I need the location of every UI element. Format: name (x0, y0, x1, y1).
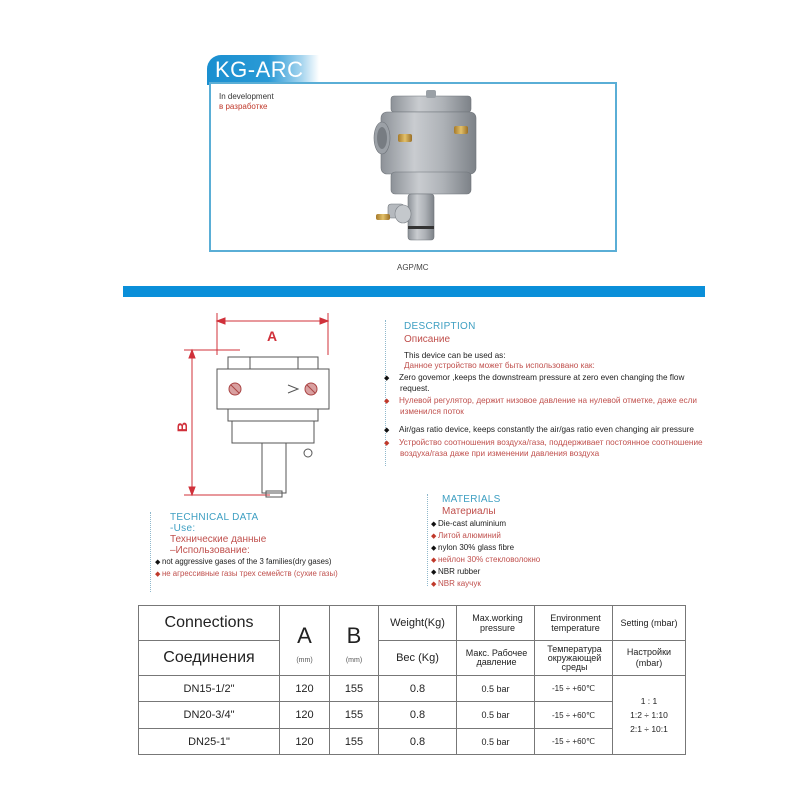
materials-section (427, 494, 627, 586)
table-row: DN20-3/4" 120 155 0.8 0.5 bar -15 ÷ +60℃ (139, 702, 686, 729)
diamond-bullet-icon: ◆ (431, 569, 437, 576)
header-weight-ru: Вес (Kg) (379, 641, 457, 676)
dimension-drawing (170, 305, 370, 500)
regulator-photo (346, 86, 486, 246)
technical-item-ru: ◆ не агрессивные газы трех семейств (сухие газы) (155, 569, 338, 578)
diamond-bullet-icon: ◆ (431, 545, 437, 552)
technical-use-en: -Use: (170, 523, 196, 534)
status-ru: в разработке (219, 102, 268, 111)
diamond-bullet-icon: ◆ (155, 559, 161, 566)
material-item-ru: ◆ Литой алюминий (431, 531, 501, 540)
table-row: DN25-1" 120 155 0.8 0.5 bar -15 ÷ +60℃ (139, 729, 686, 755)
technical-heading-en: TECHNICAL DATA (170, 512, 259, 523)
description-heading-ru: Описание (404, 334, 451, 345)
material-item-ru: ◆ нейлон 30% стекловолокно (431, 555, 541, 564)
status-en: In development (219, 92, 274, 101)
header-connections-en: Connections (139, 606, 280, 641)
diamond-bullet-icon: ◆ (384, 375, 390, 382)
dim-b-label: B (174, 421, 190, 433)
technical-data-section (150, 512, 410, 592)
header-setting-en: Setting (mbar) (613, 606, 686, 641)
description-item-en: ◆ Zero govemor ,keeps the downstream pressure at zero even changing the flow request. (384, 373, 685, 393)
diamond-bullet-icon: ◆ (384, 427, 390, 434)
technical-use-ru: –Использование: (170, 545, 250, 556)
header-a: A (mm) (280, 606, 330, 676)
diamond-bullet-icon: ◆ (431, 521, 437, 528)
technical-item-en: ◆ not aggressive gases of the 3 families(dry gases) (155, 557, 332, 566)
section-divider (123, 286, 705, 297)
product-title: KG-ARC (215, 57, 304, 82)
diamond-bullet-icon: ◆ (384, 440, 390, 447)
specifications-table (138, 605, 686, 755)
material-item-en: ◆ Die-cast aluminium (431, 519, 507, 528)
product-title-tab (207, 55, 319, 85)
description-item-ru: ◆ Нулевой регулятор, держит низовое давление на нулевой отметке, даже если изменился поток (384, 396, 697, 416)
description-heading-en: DESCRIPTION (404, 321, 476, 332)
product-photo-box (209, 82, 617, 252)
diamond-bullet-icon: ◆ (384, 398, 390, 405)
materials-heading-en: MATERIALS (442, 494, 501, 505)
product-caption: AGP/MC (397, 263, 429, 272)
description-item-en: ◆ Air/gas ratio device, keeps constantly the air/gas ratio even changing air pressure (384, 425, 694, 434)
header-b: B (mm) (330, 606, 379, 676)
material-item-en: ◆ nylon 30% glass fibre (431, 543, 515, 552)
header-pressure-en: Max.working pressure (457, 606, 535, 641)
table-row: DN15-1/2" 120 155 0.8 0.5 bar -15 ÷ +60℃ 1 : 1 1:2 ÷ 1:10 2:1 ÷ 10:1 (139, 676, 686, 702)
material-item-en: ◆ NBR rubber (431, 567, 481, 576)
header-connections-ru: Соединения (139, 641, 280, 676)
dim-a-label: A (266, 328, 278, 344)
diamond-bullet-icon: ◆ (155, 571, 161, 578)
technical-heading-ru: Технические данные (170, 534, 267, 545)
header-temperature-ru: Температура окружающей среды (535, 641, 613, 676)
diamond-bullet-icon: ◆ (431, 581, 437, 588)
diamond-bullet-icon: ◆ (431, 533, 437, 540)
description-section (385, 320, 705, 466)
material-item-ru: ◆ NBR каучук (431, 579, 481, 588)
description-intro-en: This device can be used as: (404, 351, 506, 360)
description-item-ru: ◆ Устройство соотношения воздуха/газа, поддерживает постоянное соотношение воздуха/газа даже при изменении давления воздуха (384, 438, 703, 458)
header-pressure-ru: Макс. Рабочее давление (457, 641, 535, 676)
header-temperature-en: Environment temperature (535, 606, 613, 641)
setting-values: 1 : 1 1:2 ÷ 1:10 2:1 ÷ 10:1 (613, 676, 686, 755)
diamond-bullet-icon: ◆ (431, 557, 437, 564)
header-weight-en: Weight(Kg) (379, 606, 457, 641)
description-intro-ru: Данное устройство может быть использовано как: (404, 361, 595, 370)
header-setting-ru: Настройки (mbar) (613, 641, 686, 676)
materials-heading-ru: Материалы (442, 506, 496, 517)
